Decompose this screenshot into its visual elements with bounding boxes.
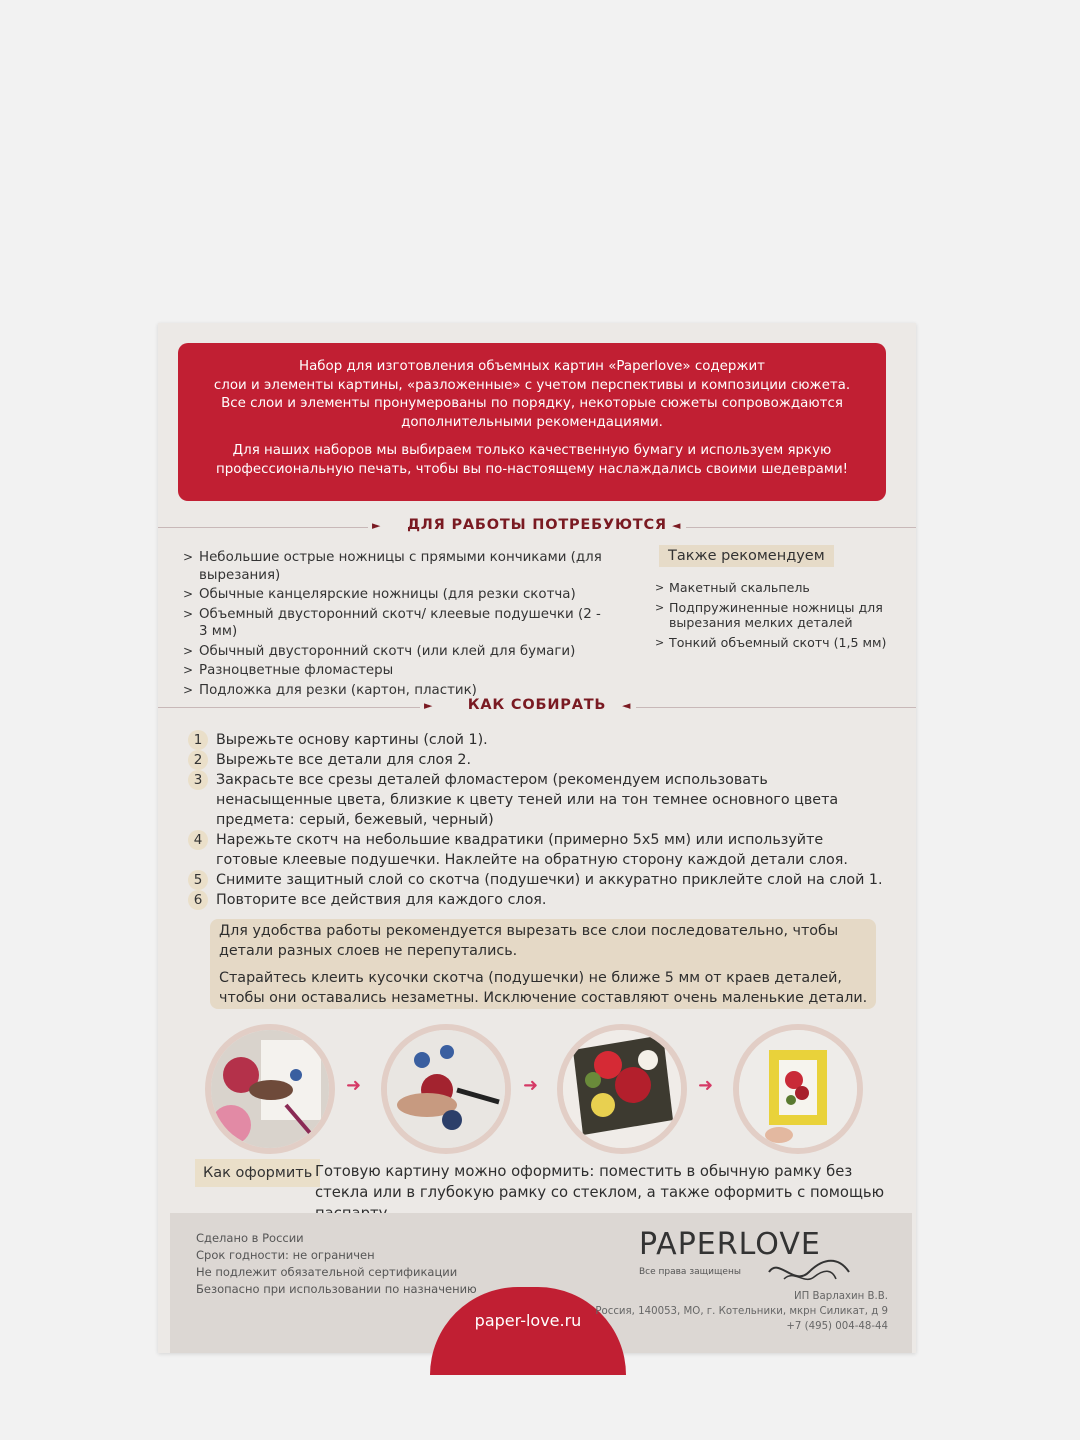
photo-illustration [211, 1030, 329, 1148]
arrow-right-icon: ➜ [523, 1075, 539, 1096]
chevron-right-icon: > [183, 606, 194, 621]
arrow-left-icon: ◄ [672, 519, 681, 532]
phone-number: +7 (495) 004-48-44 [786, 1321, 888, 1332]
assembly-steps [188, 730, 888, 910]
list-item-text: Объемный двусторонний скотч/ клеевые подушечки (2 - 3 мм) [199, 606, 601, 639]
chevron-right-icon: > [183, 682, 194, 697]
logo-text: PAPERLOVE [639, 1227, 821, 1262]
photo-illustration [387, 1030, 505, 1148]
info-line: Не подлежит обязательной сертификации [196, 1265, 458, 1279]
chevron-right-icon: > [655, 581, 665, 594]
section-title: ДЛЯ РАБОТЫ ПОТРЕБУЮТСЯ [407, 517, 667, 533]
list-item-text: Обычный двусторонний скотч (или клей для бумаги) [199, 643, 576, 659]
step-item [188, 770, 888, 830]
photo-illustration [739, 1030, 857, 1148]
list-item-text: Подложка для резки (картон, пластик) [199, 682, 477, 698]
list-item [183, 606, 603, 641]
assembly-section-header [158, 697, 916, 719]
list-item-text: Небольшие острые ножницы с прямыми кончиками (для вырезания) [199, 550, 602, 583]
step-number: 4 [188, 830, 208, 850]
section-title: КАК СОБИРАТЬ [467, 697, 607, 713]
list-item [183, 643, 603, 661]
intro-line: слои и элементы картины, «разложенные» с учетом перспективы и композиции сюжета. [213, 377, 851, 393]
arrow-right-icon: ► [424, 699, 433, 712]
step-item [188, 730, 888, 750]
step-text: Снимите защитный слой со скотча (подушечки) и аккуратно приклейте слой на слой 1. [216, 872, 883, 888]
process-photo-cutting [205, 1024, 335, 1154]
list-item-text: Обычные канцелярские ножницы (для резки скотча) [199, 587, 576, 602]
divider [686, 527, 916, 528]
info-line: Сделано в России [196, 1231, 304, 1245]
photo-illustration [563, 1030, 681, 1148]
intro-banner [178, 343, 886, 501]
tip-text: Старайтесь клеить кусочки скотча (подушечки) не ближе 5 мм от краев деталей, чтобы они оставались незаметны. Исключение составляют очень маленькие детали. [219, 970, 868, 1006]
address-line: Россия, 140053, МО, г. Котельники, мкрн Силикат, д 9 [595, 1306, 888, 1317]
process-photo-coloring [381, 1024, 511, 1154]
tips-note [210, 919, 876, 1009]
logo-subtitle: Все права защищены [639, 1267, 741, 1277]
tools-section-header [158, 517, 916, 539]
info-line: Безопасно при использовании по назначению [196, 1282, 477, 1296]
chevron-right-icon: > [183, 550, 194, 564]
chevron-right-icon: > [183, 587, 194, 601]
step-item [188, 750, 888, 770]
step-text: Вырежьте основу картины (слой 1). [216, 732, 488, 748]
list-item [183, 549, 603, 584]
product-info [196, 1230, 477, 1298]
list-item-text: Подпружиненные ножницы для вырезания мелких деталей [669, 599, 883, 630]
list-item [183, 662, 603, 680]
list-item [183, 586, 603, 604]
step-item [188, 870, 888, 890]
list-item-text: Разноцветные фломастеры [199, 663, 394, 678]
step-text: Закрасьте все срезы деталей фломастером (рекомендуем использовать ненасыщенные цвета, близкие к цвету теней или на тон темнее основного цвета предмета: серый, бежевый, черный) [216, 772, 839, 828]
framing-badge: Как оформить [195, 1159, 320, 1187]
divider [636, 707, 916, 708]
chevron-right-icon: > [183, 663, 194, 677]
intro-line: дополнительными рекомендациями. [401, 414, 663, 430]
step-text: Повторите все действия для каждого слоя. [216, 892, 547, 908]
company-name: ИП Варлахин В.В. [794, 1291, 888, 1302]
list-item [655, 600, 890, 631]
intro-paragraph-2 [178, 442, 886, 479]
step-item [188, 830, 888, 870]
process-photo-framed [733, 1024, 863, 1154]
list-item [655, 580, 890, 596]
step-number: 1 [188, 730, 208, 750]
intro-line: Набор для изготовления объемных картин «Paperlove» содержит [299, 359, 765, 374]
step-text: Нарежьте скотч на небольшие квадратики (примерно 5х5 мм) или используйте готовые клеевые подушечки. Наклейте на обратную сторону каждой детали слоя. [216, 832, 848, 868]
tools-list [183, 549, 603, 701]
step-item [188, 890, 888, 910]
tip-text: Для удобства работы рекомендуется вырезать все слои последовательно, чтобы детали разных слоев не перепутались. [219, 923, 839, 959]
list-item-text: Тонкий объемный скотч (1,5 мм) [669, 634, 887, 650]
step-text: Вырежьте все детали для слоя 2. [216, 752, 472, 768]
company-address [595, 1289, 888, 1334]
list-item-text: Макетный скальпель [669, 580, 810, 595]
swirl-ornament-icon [764, 1257, 854, 1287]
chevron-right-icon: > [183, 643, 194, 658]
step-number: 3 [188, 770, 208, 790]
framing-text: Готовую картину можно оформить: поместить в обычную рамку без стекла или в глубокую рамку со стеклом, а также оформить с помощью [315, 1163, 885, 1201]
intro-line: профессиональную печать, чтобы вы по-настоящему наслаждались своими шедеврами! [215, 461, 849, 477]
recommend-badge: Также рекомендуем [659, 545, 834, 567]
arrow-right-icon: ➜ [346, 1075, 362, 1096]
step-number: 5 [188, 870, 208, 890]
instruction-sheet [158, 323, 916, 1353]
website-text: paper-love.ru [474, 1311, 582, 1330]
arrow-right-icon: ► [372, 519, 381, 532]
chevron-right-icon: > [655, 600, 665, 614]
arrow-left-icon: ◄ [622, 699, 631, 712]
step-number: 2 [188, 750, 208, 770]
arrow-right-icon: ➜ [698, 1075, 714, 1096]
intro-paragraph-1 [178, 343, 886, 432]
paperlove-logo [639, 1227, 869, 1287]
footer [170, 1213, 912, 1353]
info-line: Срок годности: не ограничен [196, 1248, 375, 1262]
step-number: 6 [188, 890, 208, 910]
intro-line: Все слои и элементы пронумерованы по порядку, некоторые сюжеты сопровождаются [221, 396, 843, 412]
intro-line: Для наших наборов мы выбираем только качественную бумагу и используем яркую [232, 443, 832, 459]
process-photo-layering [557, 1024, 687, 1154]
recommend-list [655, 580, 890, 654]
chevron-right-icon: > [655, 635, 665, 649]
list-item [655, 635, 890, 651]
